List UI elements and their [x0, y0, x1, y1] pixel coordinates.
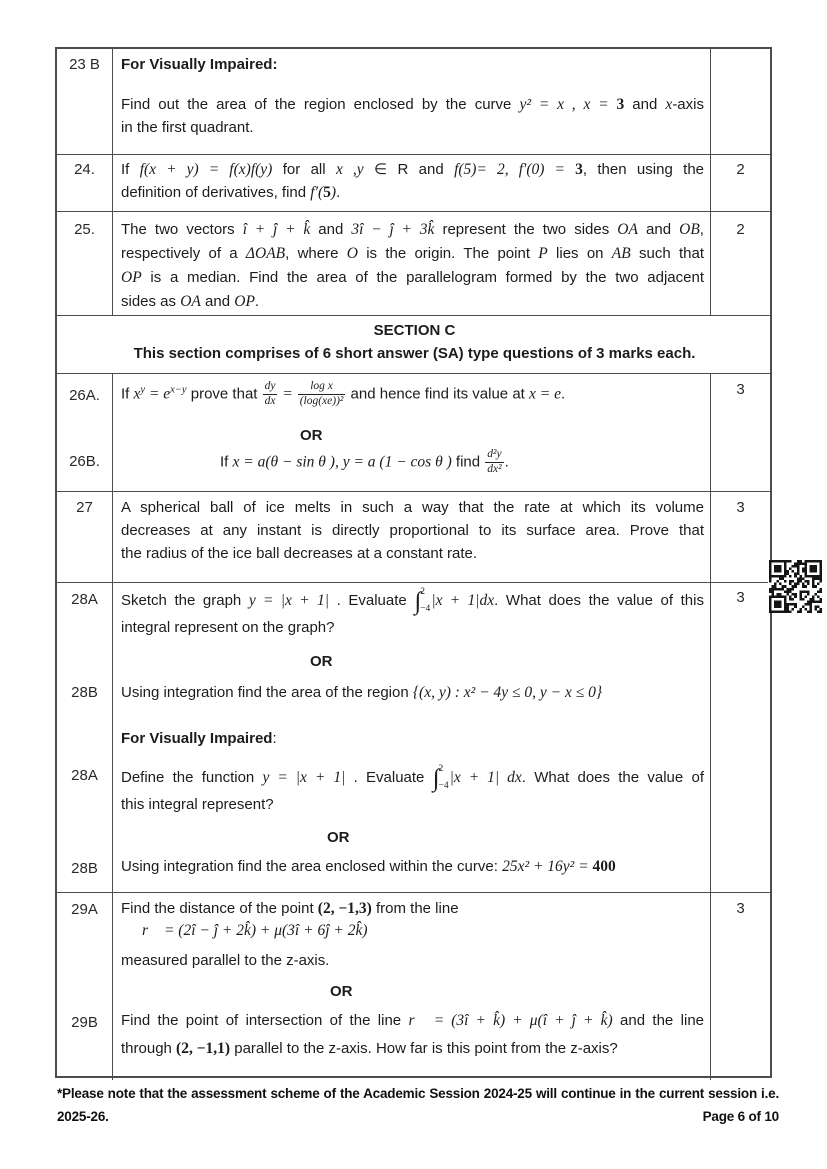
- marks-value: 2: [736, 161, 745, 178]
- question-line: [121, 380, 704, 409]
- text: A spherical ball of ice melts in such a way that the rate at which its volume: [121, 499, 704, 516]
- text: from the line: [371, 900, 459, 917]
- question-line: [121, 160, 704, 180]
- text: and: [200, 293, 235, 310]
- question-line: [121, 729, 704, 749]
- math-text: |x + 1|dx: [431, 591, 495, 609]
- math-text: y: [140, 384, 146, 396]
- text: parallel to the z-axis. How far is this point from the z-axis?: [230, 1040, 618, 1057]
- question-content-cell: [113, 374, 710, 491]
- question-line: [65, 344, 764, 364]
- question-number: 28A: [71, 767, 98, 784]
- math-text: =: [278, 385, 297, 403]
- question-line: [121, 55, 704, 75]
- math-text: 400: [592, 858, 616, 875]
- text: Find the distance of the point: [121, 900, 318, 917]
- text: If: [121, 161, 140, 178]
- text: . What does the value of: [521, 768, 704, 786]
- footer-session: 2025-26.: [57, 1109, 109, 1124]
- text: . What does the value of this: [494, 591, 704, 609]
- bold-text: This section comprises of 6 short answer (SA) type questions of 3 marks each.: [133, 345, 696, 362]
- fraction: $\frac{dy}{dx}$: [264, 380, 276, 407]
- question-line: [121, 95, 704, 115]
- text: . Evaluate: [329, 591, 415, 609]
- question-line: [330, 982, 704, 1002]
- question-line: [121, 220, 704, 240]
- bold-text: For Visually Impaired: [121, 730, 273, 747]
- question-number-cell: [57, 893, 113, 1080]
- question-number: 23 B: [69, 56, 100, 73]
- text: .: [504, 453, 509, 471]
- question-line: [121, 588, 704, 614]
- text: this integral represent?: [121, 796, 274, 813]
- math-text: AB: [611, 245, 631, 262]
- marks-cell: [710, 374, 770, 491]
- math-text: r⃗ = (3î + k̂) + μ(î + ĵ + k̂): [408, 1012, 613, 1029]
- math-text: x ,y: [335, 161, 364, 178]
- question-line: [310, 652, 704, 672]
- question-number: 27: [76, 499, 93, 516]
- text: and hence find its value at: [346, 385, 529, 403]
- math-text: ): [330, 184, 337, 201]
- text: represent the two sides: [434, 221, 618, 238]
- bold-text: For Visually Impaired:: [121, 56, 278, 73]
- marks-cell: [710, 583, 770, 892]
- question-content-cell: [113, 49, 710, 154]
- fraction: $\frac{\text{d²y}}{\text{dx²}}$: [487, 448, 502, 475]
- question-row-q24: [57, 154, 770, 211]
- question-content-cell: [113, 212, 710, 315]
- math-text: O: [346, 245, 358, 262]
- question-row-q26: [57, 373, 770, 491]
- math-text: î + ĵ + k̂: [242, 221, 311, 238]
- marks-cell: [710, 893, 770, 1080]
- text: the radius of the ice ball decreases at a constant rate.: [121, 545, 478, 562]
- question-number: 29A: [71, 901, 98, 918]
- question-number: 26B.: [69, 453, 100, 470]
- question-line: [121, 857, 704, 877]
- footer-row: [57, 1108, 779, 1126]
- question-line: [65, 321, 764, 341]
- question-line: [121, 899, 704, 919]
- integral-sign: ∫ 2 −4: [414, 587, 431, 615]
- math-text: f′(: [310, 184, 324, 201]
- math-text: r⃗ = (2î − ĵ + 2k̂) + μ(3î + 6ĵ + 2k̂): [142, 922, 368, 939]
- text: Find the point of intersection of the line: [121, 1012, 409, 1029]
- math-text: OA: [617, 221, 638, 238]
- fraction: $\frac{\text{log x}}{\text{(log(xe))²}}$: [299, 380, 344, 407]
- section-header-cell: [57, 316, 770, 373]
- text: decreases at any instant is directly proportional to its surface area. Prove that: [121, 522, 704, 539]
- text: and: [624, 96, 666, 113]
- question-content-cell: [113, 583, 710, 892]
- text: is a median. Find the area of the parallelogram formed by the two adjacent: [141, 269, 704, 286]
- text: .: [560, 385, 566, 403]
- text: , where: [285, 245, 347, 262]
- text: sides as: [121, 293, 181, 310]
- marks-value: 3: [736, 589, 745, 606]
- question-line: [121, 498, 704, 518]
- question-line: [121, 544, 704, 564]
- question-line: [121, 795, 704, 815]
- question-line: [220, 448, 704, 477]
- text: Define the function: [121, 768, 263, 786]
- question-number-cell: [57, 583, 113, 892]
- math-text: y² = x , x =: [519, 96, 617, 113]
- math-text: (2, −1,3): [317, 900, 372, 917]
- question-line: [121, 292, 704, 312]
- question-line: [327, 828, 704, 848]
- text: Using integration find the area of the region: [121, 684, 413, 701]
- question-number: 24.: [74, 161, 95, 178]
- question-number: 25.: [74, 221, 95, 238]
- math-text: ΔOAB: [245, 245, 286, 262]
- question-row-q27: [57, 491, 770, 582]
- question-number-cell: [57, 155, 113, 211]
- math-text: x = e: [529, 385, 561, 403]
- bold-text: OR: [300, 427, 323, 444]
- math-text: = e: [145, 385, 171, 403]
- text: -axis: [672, 96, 704, 113]
- question-line: [121, 183, 704, 203]
- question-line: [121, 765, 704, 791]
- text: .: [336, 184, 341, 201]
- marks-value: 3: [736, 900, 745, 917]
- text: is the origin. The point: [357, 245, 539, 262]
- question-line: [121, 521, 704, 541]
- math-text: f(x + y) = f(x)f(y): [139, 161, 273, 178]
- marks-cell: [710, 492, 770, 582]
- question-line: [121, 118, 704, 138]
- text: If: [220, 453, 233, 471]
- question-line: [300, 426, 704, 446]
- marks-value: 3: [736, 499, 745, 516]
- text: lies on: [547, 245, 612, 262]
- bold-text: OR: [310, 653, 333, 670]
- question-row-q28: [57, 582, 770, 892]
- question-content-cell: [113, 492, 710, 582]
- text: in the first quadrant.: [121, 119, 254, 136]
- math-text: x: [133, 385, 141, 403]
- section-header-row: [57, 315, 770, 373]
- text: through: [121, 1040, 177, 1057]
- text: ∈ R and: [363, 161, 455, 178]
- math-text: 3: [616, 96, 625, 113]
- math-text: OA: [180, 293, 201, 310]
- marks-value: 3: [736, 381, 745, 398]
- math-text: y = |x + 1|: [248, 591, 330, 609]
- marks-cell: [710, 49, 770, 154]
- text: Sketch the graph: [121, 591, 249, 609]
- question-line: [121, 683, 704, 703]
- text: such that: [630, 245, 705, 262]
- math-text: y = |x + 1|: [262, 768, 346, 786]
- question-line: [121, 244, 704, 264]
- text: and the line: [612, 1012, 705, 1029]
- text: If: [121, 385, 134, 403]
- integral-sign: ∫ 2 −4: [432, 764, 449, 792]
- question-line: [121, 1039, 704, 1059]
- bold-text: OR: [327, 829, 350, 846]
- question-content-cell: [113, 155, 710, 211]
- question-content-cell: [113, 893, 710, 1080]
- question-row-q29: [57, 892, 770, 1080]
- question-number: 28B: [71, 860, 98, 877]
- marks-cell: [710, 212, 770, 315]
- qr-code: [768, 560, 823, 613]
- text: ,: [699, 221, 704, 238]
- text: measured parallel to the z-axis.: [121, 952, 330, 969]
- question-number-cell: [57, 492, 113, 582]
- bold-text: SECTION C: [373, 322, 456, 339]
- question-number: 28B: [71, 684, 98, 701]
- text: Find out the area of the region enclosed by the curve: [121, 96, 520, 113]
- text: Using integration find the area enclosed within the curve:: [121, 858, 503, 875]
- marks-cell: [710, 155, 770, 211]
- question-number-cell: [57, 374, 113, 491]
- math-text: 25x² + 16y² =: [502, 858, 593, 875]
- text: The two vectors: [121, 221, 243, 238]
- math-text: OP: [234, 293, 255, 310]
- math-text: 3: [575, 161, 583, 178]
- math-text: 3î − ĵ + 3k̂: [351, 221, 435, 238]
- math-text: (2, −1,1): [176, 1040, 231, 1057]
- math-text: 5: [323, 184, 331, 201]
- bold-text: OR: [330, 983, 353, 1000]
- question-table: [55, 47, 772, 1078]
- text: for all: [272, 161, 336, 178]
- text: .: [254, 293, 260, 310]
- text: integral represent on the graph?: [121, 619, 335, 636]
- text: and: [637, 221, 680, 238]
- question-line: [121, 951, 704, 971]
- text: definition of derivatives, find: [121, 184, 311, 201]
- question-line: [121, 1011, 704, 1031]
- question-number-cell: [57, 212, 113, 315]
- math-text: |x + 1| dx: [449, 768, 522, 786]
- text: prove that: [186, 385, 262, 403]
- question-number-cell: [57, 49, 113, 154]
- math-text: f(5)= 2, f′(0) =: [454, 161, 576, 178]
- question-row-q25: [57, 211, 770, 315]
- text: respectively of a: [121, 245, 246, 262]
- math-text: P: [538, 245, 548, 262]
- text: . Evaluate: [345, 768, 433, 786]
- text: :: [272, 730, 277, 747]
- question-row-q23b: [57, 49, 770, 154]
- text: find: [451, 453, 485, 471]
- question-line: [121, 268, 704, 288]
- text: and: [310, 221, 352, 238]
- question-number: 29B: [71, 1014, 98, 1031]
- page-number: Page 6 of 10: [702, 1109, 779, 1124]
- question-number: 26A.: [69, 387, 100, 404]
- footer-note: *Please note that the assessment scheme of the Academic Session 2024-25 will continue in the current session i.e.: [57, 1086, 779, 1101]
- math-text: x: [665, 96, 673, 113]
- math-text: OP: [121, 269, 142, 286]
- text: , then using the: [582, 161, 705, 178]
- marks-value: 2: [736, 221, 745, 238]
- math-text: x−y: [170, 384, 187, 396]
- question-line: [121, 618, 704, 638]
- question-line: [142, 921, 704, 941]
- math-text: OB: [679, 221, 700, 238]
- math-text: x = a(θ − sin θ ), y = a (1 − cos θ ): [232, 453, 452, 471]
- math-text: {(x, y) : x² − 4y ≤ 0, y − x ≤ 0}: [412, 684, 603, 701]
- question-number: 28A: [71, 591, 98, 608]
